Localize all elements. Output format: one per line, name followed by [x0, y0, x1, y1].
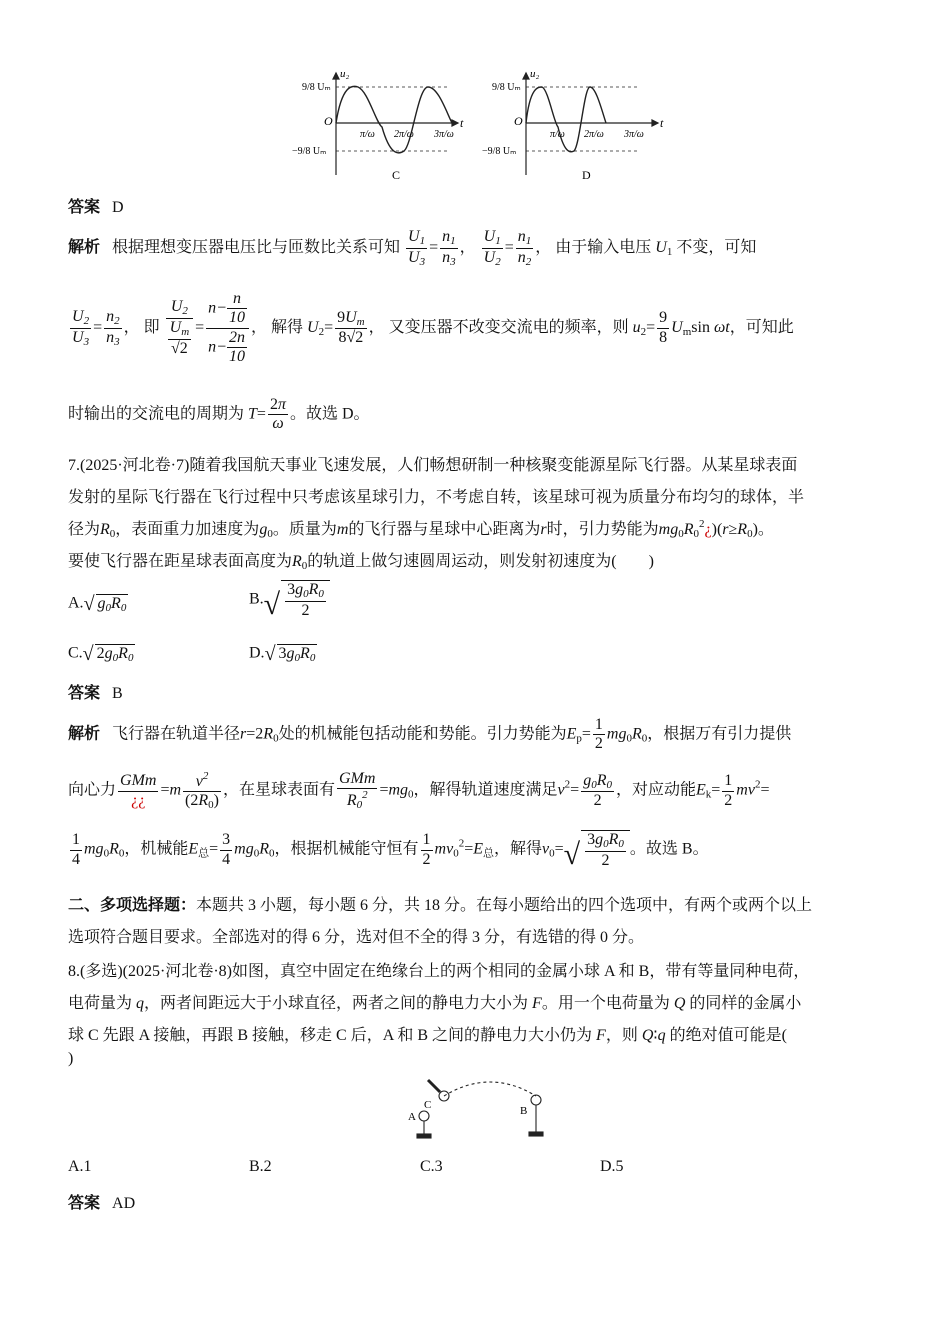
q7-stem-1: 7.(2025·河北卷·7)随着我国航天事业飞速发展，人们畅想研制一种核聚变能源星际飞行器。从某星球表面 — [68, 457, 798, 474]
q7-option-d[interactable]: D. √ $3g_0R_0$ — [249, 643, 316, 665]
text: 。 — [757, 521, 774, 538]
text: 径为 — [68, 521, 101, 538]
text: 的同样的金属小 — [689, 995, 802, 1012]
section2-line2: 选项符合题目要求。全部选对的得 6 分，选对但不全的得 3 分，有选错的得 0 分。 — [68, 929, 645, 946]
q7-option-b[interactable]: B. √ $\frac{3g_0R_0}{2}$ — [249, 580, 330, 620]
section2-line1 — [68, 892, 812, 915]
answer-label: 答案 — [68, 685, 101, 702]
text: 的飞行器与星球中心距离为 — [348, 521, 541, 538]
text: 球 C 先跟 A 接触，再跟 B 接触，移走 C 后，A 和 B 之间的静电力大小仍为 — [68, 1027, 593, 1044]
text: ，表面重力加速度为 — [115, 521, 260, 538]
text: 的轨道上做匀速圆周运动，则发射初速度为( ) — [307, 553, 654, 570]
text: 又变压器不改变交流电的频率，则 — [388, 318, 629, 336]
graph-c-bottom: −9/8 Uₘ — [292, 146, 327, 157]
text: ，根据万有引力提供 — [647, 725, 792, 743]
graph-c-tick-3: 3π/ω — [434, 129, 454, 140]
text: 解得 — [270, 318, 303, 336]
q8-stem-4: ) — [68, 1050, 74, 1067]
answer-value: AD — [112, 1195, 136, 1212]
q7-analysis-line2: 向心力 $\frac{\text{GMm}}{¿¿}$ =m $\frac{v^2}{(2R_0)}$ ，在星球表面有 $\frac{\text{GMm}}{R_0^2}$ $=mg_0$，解得轨道速度满足$v^2=$ $\frac{g_0R_0}{2}$ ，对应动能$E_k=$ $\frac{1}{2}$ $mv^2=$ — [68, 770, 770, 812]
text: ，可知此 — [729, 318, 794, 336]
graph-d-bottom: −9/8 Uₘ — [482, 146, 517, 157]
text: ，解得轨道速度满足 — [413, 781, 558, 799]
answer-label: 答案 — [68, 1195, 101, 1212]
option-label: D. — [249, 644, 265, 662]
text: 电荷量为 — [68, 995, 133, 1012]
text: 的绝对值可能是( — [669, 1027, 787, 1044]
text: 本题共 3 小题，每小题 6 分，共 18 分。在每小题给出的四个选项中，有两个或两个以上 — [196, 897, 813, 914]
q7-analysis-line1: 解析 飞行器在轨道半径$r=2R_0$处的机械能包括动能和势能。引力势能为$E_p=$ $\frac{1}{2}$ $mg_0R_0$，根据万有引力提供 — [68, 716, 792, 753]
text: 时，引力势能为 — [546, 521, 659, 538]
q8-figure — [400, 1074, 560, 1146]
q6-answer-row — [68, 194, 124, 217]
graph-d-tick-2: 2π/ω — [584, 129, 604, 140]
text: ，解得 — [494, 840, 543, 858]
q8-answer-row — [68, 1190, 135, 1213]
q7-answer-row — [68, 680, 123, 703]
text: 不变，可知 — [676, 238, 757, 256]
text: ，对应动能 — [615, 781, 696, 799]
graph-d-tick-3: 3π/ω — [624, 129, 644, 140]
text: 即 — [143, 318, 160, 336]
q8-option-b[interactable]: B.2 — [249, 1158, 272, 1175]
graph-d-top: 9/8 Uₘ — [492, 82, 521, 93]
q8-fig-label-c: C — [424, 1099, 432, 1111]
q7-option-a[interactable]: A. √ $g_0R_0$ — [68, 593, 127, 615]
option-label: A. — [68, 594, 84, 612]
text: 处的机械能包括动能和势能。引力势能为 — [278, 725, 567, 743]
section2-title: 二、多项选择题： — [68, 897, 197, 914]
q8-option-c[interactable]: C.3 — [420, 1158, 443, 1175]
text: 飞行器在轨道半径 — [112, 725, 241, 743]
graph-d-caption: D — [582, 168, 591, 182]
text: 时输出的交流电的周期为 — [68, 405, 245, 423]
graph-c — [290, 65, 480, 185]
graph-c-tick-2: 2π/ω — [394, 129, 414, 140]
graph-d-tick-1: π/ω — [550, 129, 565, 140]
text: 向心力 — [68, 781, 117, 799]
text: ，根据机械能守恒有 — [274, 840, 419, 858]
graph-c-origin: O — [324, 114, 333, 128]
graph-d-origin: O — [514, 114, 523, 128]
q8-stem-1: 8.(多选)(2025·河北卷·8)如图，真空中固定在绝缘台上的两个相同的金属小球 A 和 B，带有等量同种电荷， — [68, 963, 810, 980]
graph-c-ylabel: u₂ — [340, 68, 350, 80]
text: 。故选 B。 — [629, 840, 709, 858]
text: 。故选 D。 — [289, 405, 370, 423]
graph-d-xlabel: t — [660, 116, 664, 130]
q7-option-c[interactable]: C. √ $2g_0R_0$ — [68, 643, 134, 665]
answer-value: B — [112, 685, 123, 702]
analysis-label: 解析 — [68, 725, 101, 743]
q8-stem-3: 球 C 先跟 A 接触，再跟 B 接触，移走 C 后，A 和 B 之间的静电力大小仍为 F，则 Q∶q 的绝对值可能是( — [68, 1027, 787, 1044]
graph-c-tick-1: π/ω — [360, 129, 375, 140]
graph-c-caption: C — [392, 168, 401, 182]
option-label: B. — [249, 590, 264, 608]
graph-d-ylabel: u₂ — [530, 68, 540, 80]
q7-stem-4: 要使飞行器在距星球表面高度为$R_0$的轨道上做匀速圆周运动，则发射初速度为( ) — [68, 553, 654, 572]
text: ，则 — [605, 1027, 638, 1044]
q8-option-d[interactable]: D.5 — [600, 1158, 624, 1175]
q6-analysis-line1: 解析 根据理想变压器电压比与匝数比关系可知 $\frac{U_1}{U_3}$ = $\frac{n_1}{n_3}$ ， $\frac{U_1}{U_2}$ = $\frac{n_1}{n_2}$ ， 由于输入电压 $U_1$ 不变，可知 — [68, 228, 757, 268]
answer-label: 答案 — [68, 199, 101, 216]
q6-analysis-line3: 时输出的交流电的周期为 T= $\frac{2\pi}{\omega}$ 。故选 D。 — [68, 396, 370, 433]
analysis-label: 解析 — [68, 238, 101, 256]
text: ，机械能 — [124, 840, 189, 858]
text: ，两者间距远大于小球直径，两者之间的静电力大小为 — [144, 995, 529, 1012]
graph-c-xlabel: t — [460, 116, 464, 130]
q8-fig-label-a: A — [408, 1111, 416, 1123]
option-label: C. — [68, 644, 83, 662]
text: 根据理想变压器电压比与匝数比关系可知 — [112, 238, 401, 256]
text: 由于输入电压 — [555, 238, 652, 256]
q7-analysis-line3: $\frac{1}{4}$ $mg_0R_0$，机械能$E_总=$ $\frac{3}{4}$ $mg_0R_0$，根据机械能守恒有 $\frac{1}{2}$ $mv_0^2=E_总$，解得$v_0=$ √ $\frac{3g_0R_0}{2}$ 。故选 B。 — [72, 831, 709, 872]
q6-analysis-line2: $\frac{U_2}{U_3}$ = $\frac{n_2}{n_3}$ ， 即 $\frac{U_2}{\frac{U_m}{√2}}$ = n− $\frac{n}{10}$ n− $\frac{2n}{10}$ ， 解得 $U_2=$ $\frac{9U_m}{8√2}$ ， 又变压器不改变交流电的频率，则 $u_2=$ $\frac{9}{8}$ $U_m\sin$ ωt，可知此 — [72, 290, 794, 366]
text: ，在星球表面有 — [222, 781, 335, 799]
q8-fig-label-b: B — [520, 1105, 528, 1117]
answer-value: D — [112, 199, 124, 216]
q7-stem-2: 发射的星际飞行器在飞行过程中只考虑该星球引力，不考虑自转，该星球可视为质量分布均匀的球体，半 — [68, 489, 805, 506]
q7-stem-3: 径为$R_0$，表面重力加速度为$g_0$。质量为m的飞行器与星球中心距离为r时，引力势能为$mg_0R_0^2¿)(r\ge R_0)$。 — [68, 518, 774, 540]
q8-stem-2: 电荷量为 q，两者间距远大于小球直径，两者之间的静电力大小为 F。用一个电荷量为 Q 的同样的金属小 — [68, 995, 802, 1012]
graph-c-top: 9/8 Uₘ — [302, 82, 331, 93]
text: 。质量为 — [272, 521, 337, 538]
q8-option-a[interactable]: A.1 — [68, 1158, 92, 1175]
graph-d — [480, 65, 670, 185]
text: 。用一个电荷量为 — [541, 995, 670, 1012]
text: 要使飞行器在距星球表面高度为 — [68, 553, 293, 570]
